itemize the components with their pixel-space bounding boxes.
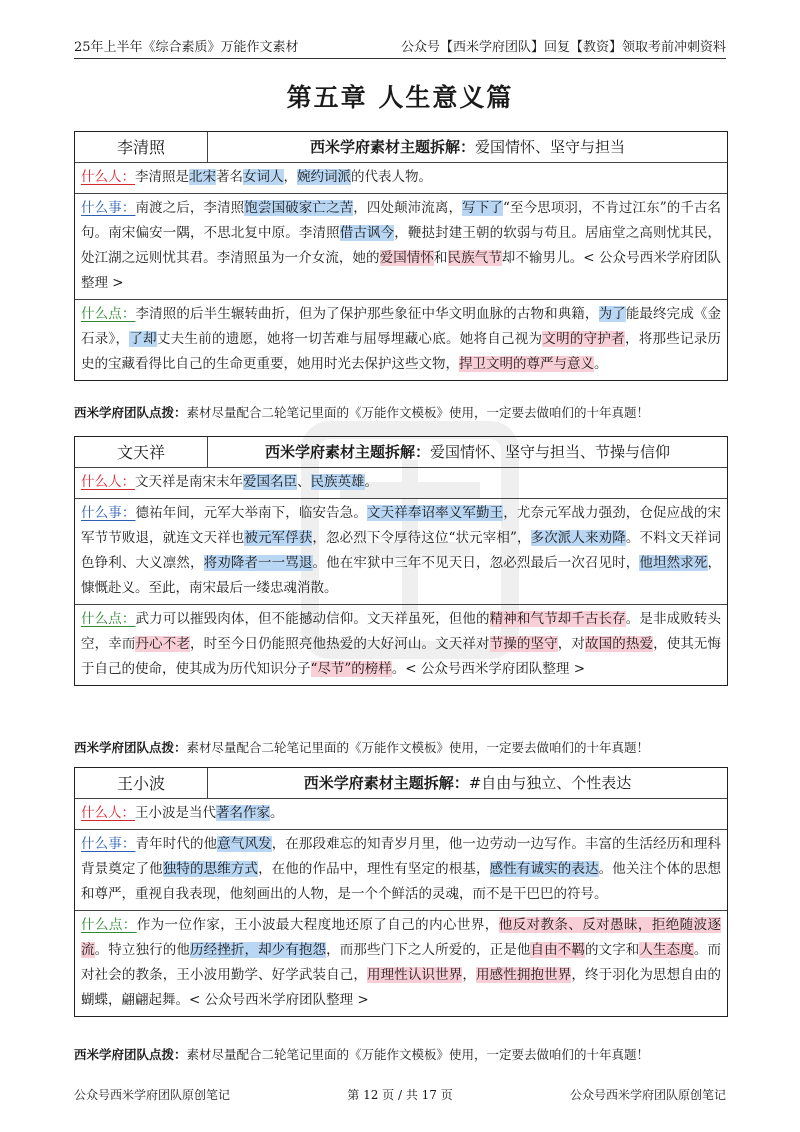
card-header	[75, 768, 727, 798]
theme-cell	[208, 132, 727, 162]
who-row	[75, 798, 727, 829]
what-label: 什么事：	[81, 836, 136, 852]
text-span: 的代表人物。	[351, 169, 432, 185]
point-text	[81, 917, 721, 1008]
text-span: 。	[270, 805, 284, 821]
page-number: 第 12 页 / 共 17 页	[347, 1088, 453, 1102]
who-text	[135, 805, 284, 821]
highlight-span: 精神和气节却千古长存	[489, 611, 626, 627]
theme-text: 爱国情怀、坚守与担当、节操与信仰	[430, 442, 671, 461]
person-name: 王小波	[75, 768, 208, 798]
highlight-span: 了却	[129, 331, 157, 347]
theme-text: #自由与独立、个性表达	[468, 773, 632, 792]
highlight-span: 爱国情怀	[379, 250, 434, 266]
highlight-span: 捍卫文明的尊严与意义	[459, 356, 594, 372]
text-span: ，	[462, 967, 476, 983]
text-span: ，在他的作品中，理性有坚定的根基，	[258, 861, 490, 877]
highlight-span: 故国的热爱	[584, 636, 654, 652]
text-span: 。特立独行的他	[94, 942, 190, 958]
who-label: 什么人：	[81, 805, 135, 821]
highlight-span: 为了	[598, 306, 626, 322]
highlight-span: 写下了	[462, 200, 503, 216]
text-span: ，而那些门下之人所爱的，正是他	[326, 942, 531, 958]
text-span: 。< 公众号西米学府团队整理 >	[391, 661, 586, 677]
text-span: 李清照是	[135, 169, 189, 185]
text-span: ，对	[557, 636, 585, 652]
text-span: 著名	[216, 169, 243, 185]
card-li-qingzhao	[74, 131, 728, 381]
point-text	[81, 306, 721, 372]
point-text	[81, 611, 721, 677]
who-label: 什么人：	[81, 474, 135, 490]
text-span: 。	[364, 474, 378, 490]
text-span: 的文字和	[584, 942, 640, 958]
highlight-span: 婉约词派	[297, 169, 351, 185]
what-row	[75, 829, 727, 910]
highlight-span: 文明的守护者	[542, 331, 625, 347]
theme-cell	[208, 437, 727, 467]
text-span: 作为一位作家，王小波最大程度地还原了自己的内心世界，	[136, 917, 499, 933]
highlight-span: 用感性拥抱世界	[475, 967, 572, 983]
card-header	[75, 437, 727, 467]
person-name: 文天祥	[75, 437, 208, 467]
text-span: ，	[283, 169, 297, 185]
what-text	[81, 505, 721, 596]
theme-text: 爱国情怀、坚守与担当	[475, 137, 626, 156]
who-label: 什么人：	[81, 169, 135, 185]
highlight-span: 意气风发	[217, 836, 272, 852]
highlight-span: 爱国名臣	[243, 474, 297, 490]
who-text	[135, 169, 432, 185]
text-span: 德祐年间，元军大举南下，临安告急。	[135, 505, 368, 521]
point-row	[75, 604, 727, 685]
who-text	[135, 474, 378, 490]
theme-prefix: 西米学府素材主题拆解：	[303, 773, 469, 792]
text-span: 。他关注个体的思想和尊严，重视自我表现，他刻画出的人物，是一个个鲜活的灵魂，而不是干巴巴的符号。	[81, 861, 722, 902]
text-span: ，时至今日仍能照亮他热爱的大好河山。文天祥对	[189, 636, 490, 652]
note-bold: 西米学府团队点拨：	[74, 405, 187, 420]
note-text: 素材尽量配合二轮笔记里面的《万能作文模板》使用，一定要去做咱们的十年真题！	[186, 405, 650, 420]
highlight-span: 民族气节	[447, 250, 502, 266]
highlight-span: 著名作家	[216, 805, 270, 821]
note-bold: 西米学府团队点拨：	[74, 740, 187, 755]
note-text: 素材尽量配合二轮笔记里面的《万能作文模板》使用，一定要去做咱们的十年真题！	[186, 1047, 650, 1062]
theme-cell	[208, 768, 727, 798]
what-label: 什么事：	[81, 200, 136, 216]
highlight-span: 节操的坚守	[489, 636, 558, 652]
text-span: 李清照的后半生辗转曲折，但为了保护那些象征中华文明血脉的古物和典籍，	[135, 306, 599, 322]
header-right: 公众号【西米学府团队】回复【教资】领取考前冲刺资料	[400, 40, 726, 55]
chapter-title: 第五章 人生意义篇	[286, 83, 514, 112]
what-row	[75, 193, 727, 299]
highlight-span: 饱尝国破家亡之苦	[244, 200, 354, 216]
page-header	[74, 36, 726, 59]
point-label: 什么点：	[81, 917, 137, 933]
text-span: ，使其无悔于自己的使命，使其成为历代知识分子	[81, 636, 722, 677]
highlight-span: 人生态度	[639, 942, 694, 958]
highlight-span: 感性有诚实的表达	[489, 861, 599, 877]
text-span: 王小波是当代	[135, 805, 216, 821]
highlight-span: 北宋	[189, 169, 216, 185]
highlight-span: 用理性认识世界	[367, 967, 463, 983]
text-span: 却不输男儿。< 公众号西米学府团队整理 >	[81, 250, 722, 291]
tip-note	[74, 403, 726, 421]
text-span: 。	[594, 356, 608, 372]
text-span: 和	[433, 250, 448, 266]
highlight-span: 借古讽今	[339, 225, 395, 241]
header-left: 25年上半年《综合素质》万能作文素材	[74, 40, 299, 55]
footer-left: 公众号西米学府团队原创笔记	[74, 1088, 231, 1102]
text-span: 。他在牢狱中三年不见天日，忽必烈最后一次召见时，	[312, 555, 640, 571]
text-span: ，在那段难忘的知青岁月里，他一边劳动一边写作。丰富的生活经历和理科背景奠定了他	[81, 836, 722, 877]
text-span: 青年时代的他	[135, 836, 218, 852]
text-span: 文天祥是南宋末年	[135, 474, 243, 490]
point-label: 什么点：	[81, 611, 136, 627]
text-span: 、	[297, 474, 311, 490]
text-span: ，慷慨赴义。至此，南宋最后一缕忠魂消散。	[81, 555, 722, 596]
text-span: ，忽必烈下令厚待这位“状元宰相”，	[312, 530, 531, 546]
text-span: ，四处颠沛流离，	[353, 200, 463, 216]
what-text	[81, 200, 721, 291]
text-span: 南渡之后，李清照	[135, 200, 245, 216]
page-footer	[74, 1086, 726, 1103]
text-span: “至今思项羽，不肯过江东”的千古名句。南宋偏安一隅，不思北复中原。李清照	[81, 200, 722, 241]
card-wang-xiaobo	[74, 767, 728, 1017]
highlight-span: 历经挫折，却少有抱怨	[189, 942, 327, 958]
tip-note	[74, 1045, 726, 1063]
highlight-span: “尽节”的榜样	[310, 661, 392, 677]
theme-prefix: 西米学府素材主题拆解：	[309, 137, 475, 156]
highlight-span: 女词人	[243, 169, 284, 185]
tip-note	[74, 738, 726, 756]
highlight-span: 文天祥奉诏率义军勤王	[367, 505, 504, 521]
text-span: ，将那些记录历史的宝藏看得比自己的生命更重要，她用时光去保护这些文物，	[81, 331, 722, 372]
text-span: 。是非成败转头空，幸而	[81, 611, 722, 652]
text-span: 。而对社会的教条，王小波用勤学、好学武装自己，	[81, 942, 722, 983]
highlight-span: 独特的思维方式	[162, 861, 259, 877]
text-span: ，鞭挞封建王朝的软弱与苟且。居庙堂之高则忧其民，处江湖之远则忧其君。李清照虽为一介女流，她的	[81, 225, 722, 266]
highlight-span: 将劝降者一一骂退	[203, 555, 313, 571]
text-span: 武力可以摧毁肉体，但不能撼动信仰。文天祥虽死，但他的	[135, 611, 490, 627]
highlight-span: 自由不羁	[530, 942, 585, 958]
card-wen-tianxiang	[74, 436, 728, 686]
text-span: 。不料文天祥词色铮利、大义凛然，	[81, 530, 722, 571]
footer-right: 公众号西米学府团队原创笔记	[569, 1088, 726, 1102]
what-text	[81, 836, 721, 902]
what-label: 什么事：	[81, 505, 136, 521]
who-row	[75, 162, 727, 193]
highlight-span: 被元军俘获	[244, 530, 313, 546]
text-span: ，终于羽化为思想自由的蝴蝶，翩翩起舞。< 公众号西米学府团队整理 >	[81, 967, 722, 1008]
highlight-span: 他坦然求死	[639, 555, 708, 571]
point-row	[75, 910, 727, 1016]
text-span: 能最终完成《金石录》，	[81, 306, 722, 347]
theme-prefix: 西米学府素材主题拆解：	[264, 442, 430, 461]
highlight-span: 民族英雄	[310, 474, 365, 490]
card-header	[75, 132, 727, 162]
text-span: 丈夫生前的遗愿，她将一切苦难与屈辱埋藏心底。她将自己视为	[156, 331, 543, 347]
text-span: ，尤奈元军战力强劲，仓促应战的宋军节节败退，就连文天祥也	[81, 505, 722, 546]
person-name: 李清照	[75, 132, 208, 162]
note-text: 素材尽量配合二轮笔记里面的《万能作文模板》使用，一定要去做咱们的十年真题！	[186, 740, 650, 755]
highlight-span: 他反对教条、反对愚昧，拒绝随波逐流	[81, 917, 722, 958]
point-label: 什么点：	[81, 306, 136, 322]
highlight-span: 丹心不老	[135, 636, 190, 652]
note-bold: 西米学府团队点拨：	[74, 1047, 187, 1062]
what-row	[75, 498, 727, 604]
highlight-span: 多次派人来劝降	[530, 530, 626, 546]
who-row	[75, 467, 727, 498]
point-row	[75, 299, 727, 380]
